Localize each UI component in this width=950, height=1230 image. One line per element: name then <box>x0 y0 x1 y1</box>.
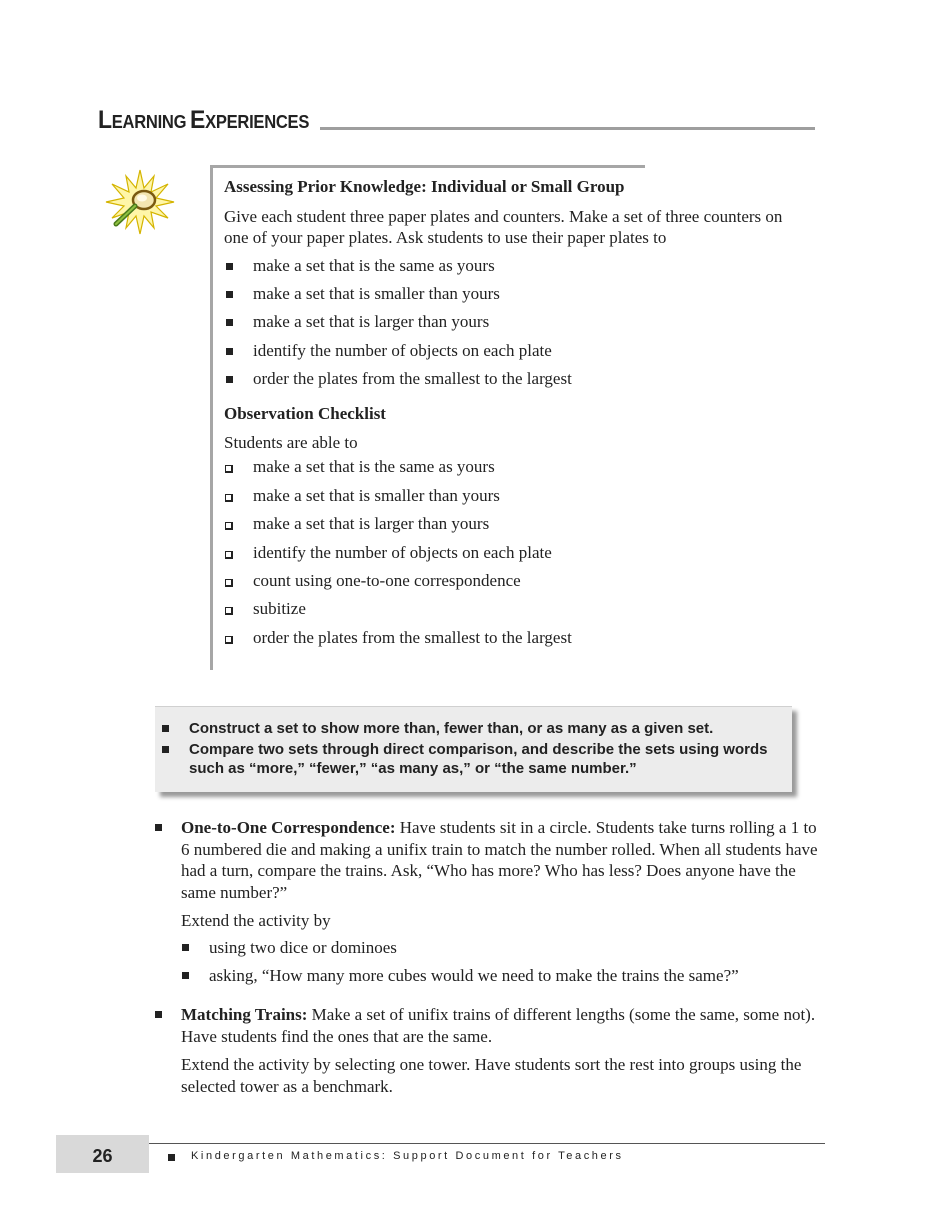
activity-text: Have students sit in a circle. Students take turns rolling a 1 to 6 numbered die and making a unifix train to match the number rolled. When all students have had a turn, compare the trains. Ask, “Who has more? Who has less? Does anyone have the same number?” <box>181 818 818 902</box>
list-item: order the plates from the smallest to the largest <box>224 366 784 394</box>
heading-rest-1: EARNING <box>111 112 187 132</box>
activity-matching-trains <box>153 1004 818 1097</box>
heading-rest-2: XPERIENCES <box>205 112 310 132</box>
page-number: 26 <box>56 1135 149 1173</box>
extend-intro: Extend the activity by <box>181 911 331 930</box>
magnifying-glass-sparkle-icon <box>104 168 176 236</box>
checklist-item: make a set that is smaller than yours <box>224 483 784 511</box>
activity-extend: Extend the activity by selecting one tower. Have students sort the rest into groups using the selected tower as a benchmark. <box>181 1055 802 1096</box>
checklist-item: count using one-to-one correspondence <box>224 568 784 596</box>
heading-rule <box>320 127 815 130</box>
assessment-task-list <box>224 253 784 395</box>
assessment-intro: Give each student three paper plates and counters. Make a set of three counters on one of your paper plates. Ask students to use their paper plates to <box>224 206 783 247</box>
list-item: make a set that is larger than yours <box>224 309 784 337</box>
list-item: asking, “How many more cubes would we need to make the trains the same?” <box>181 964 818 992</box>
assessment-box-top-border <box>210 165 645 168</box>
assessment-title: Assessing Prior Knowledge: Individual or Small Group <box>224 177 625 196</box>
outcome-item: Compare two sets through direct comparison, and describe the sets using words such as “more,” “fewer,” “as many as,” or “the same number.” <box>155 740 792 778</box>
extension-list <box>181 936 818 993</box>
heading-cap-1: L <box>98 106 112 134</box>
list-item: make a set that is smaller than yours <box>224 281 784 309</box>
footer-bullet <box>168 1154 175 1161</box>
footer-rule <box>149 1143 825 1144</box>
activity-title: Matching Trains: <box>181 1005 308 1025</box>
list-item: identify the number of objects on each plate <box>224 338 784 366</box>
checklist-title: Observation Checklist <box>224 404 386 424</box>
activity-one-to-one <box>153 817 818 992</box>
checklist-item: order the plates from the smallest to the largest <box>224 625 784 653</box>
section-heading <box>98 106 309 135</box>
activities-section <box>153 817 818 1109</box>
list-item: using two dice or dominoes <box>181 936 818 964</box>
activity-text: Make a set of unifix trains of different lengths (some the same, some not). Have students find the ones that are the same. <box>181 1005 816 1046</box>
footer-title: Kindergarten Mathematics: Support Document for Teachers <box>191 1150 624 1162</box>
assessment-box-left-border <box>210 165 213 670</box>
list-item: make a set that is the same as yours <box>224 253 784 281</box>
checklist-item: make a set that is the same as yours <box>224 454 784 482</box>
learning-outcomes-box <box>155 706 792 792</box>
heading-cap-2: E <box>190 106 206 134</box>
activity-title: One-to-One Correspondence: <box>181 818 396 837</box>
outcome-item: Construct a set to show more than, fewer than, or as many as a given set. <box>155 719 792 738</box>
assessment-section <box>224 176 784 653</box>
checklist-item: make a set that is larger than yours <box>224 511 784 539</box>
checklist-intro: Students are able to <box>224 432 358 452</box>
observation-checklist <box>224 454 784 653</box>
checklist-item: subitize <box>224 596 784 624</box>
checklist-item: identify the number of objects on each plate <box>224 540 784 568</box>
